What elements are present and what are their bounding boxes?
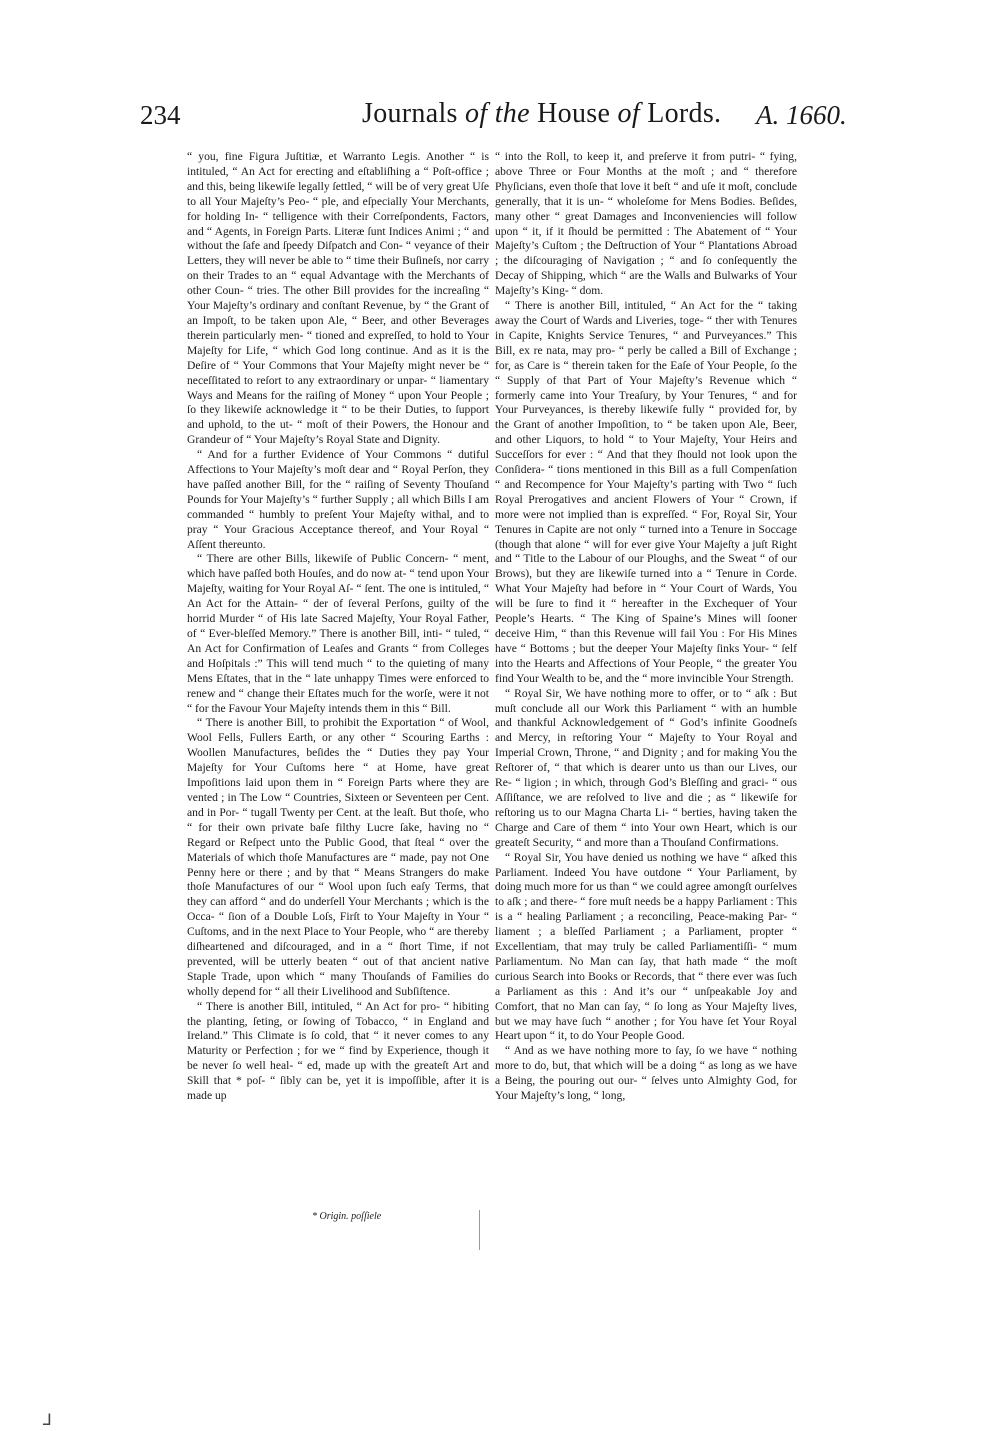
running-head bbox=[362, 98, 721, 130]
title-lords: Lords. bbox=[647, 98, 722, 129]
left-paragraph-2: “ And for a further Evidence of Your Commons “ dutiful Affections to Your Majeſty’s moſt dear and “ Royal Perſon, they have paſſed another Bill, for the “ raiſing of Seventy Thouſand Pounds for Your Majeſty’s “ further Supply ; all which Bills I am commanded “ humbly to preſent Your Majeſty withal, and to pray “ Your Gracious Acceptance thereof, and Your Royal “ Aſſent thereunto. bbox=[187, 448, 489, 551]
title-of-the: of the bbox=[465, 98, 530, 129]
title-house: House bbox=[537, 98, 611, 129]
left-paragraph-1: “ you, fine Figura Juſtitiæ, et Warranto Legis. Another “ is intituled, “ An Act for erecting and eſtabliſhing a “ Poſt-office ; and this, being likewiſe legally ſettled, “ will be of very great Uſe to all Your Majeſty’s Peo- “ ple, and eſpecially Your Merchants, for holding In- “ telligence with their Correſpondents, Factors, and “ Agents, in Foreign Parts. Literæ ſunt Indices Animi ; “ and without the ſafe and ſpeedy Diſpatch and Con- “ veyance of their Letters, they will never be able to “ time their Buſineſs, nor carry on their Trades to an “ equal Advantage with the Merchants of other Coun- “ tries. The other Bill provides for the increaſing “ Your Majeſty’s ordinary and conſtant Revenue, by “ the Grant of an Impoſt, to be taken upon Ale, “ Beer, and other Beverages therein particularly men- “ tioned and expreſſed, to hold to Your Majeſty for Life, “ which God long continue. And as it is the Deſire of “ Your Commons that Your Majeſty might never be “ neceſſitated to reſort to any extraordinary or unpar- “ liamentary Ways and Means for the raiſing of Money “ upon Your People ; ſo they likewiſe acknowledge it “ to be their Duties, to ſupport and uphold, to the ut- “ moſt of their Powers, the Honour and Grandeur of “ Your Majeſty’s Royal State and Dignity. bbox=[187, 150, 489, 447]
column-divider bbox=[479, 1210, 480, 1250]
left-paragraph-3: “ There are other Bills, likewiſe of Public Concern- “ ment, which have paſſed both Houſes, and do now at- “ tend upon Your Majeſty, waiting for Your Royal Aſ- “ ſent. The one is intituled, “ An Act for the Attain- “ der of ſeveral Perſons, guilty of the horrid Murder “ of His late Sacred Majeſty, Your Royal Father, of “ Ever-bleſſed Memory.” There is another Bill, inti- “ tuled, “ An Act for Confirmation of Leaſes and Grants “ from Colleges and Hoſpitals :” This will tend much “ to the quieting of many Mens Eſtates, that in the “ late unhappy Times were enforced to renew and “ change their Eſtates much for the worſe, were it not “ for the Favour Your Majeſty intends them in this “ Bill. bbox=[187, 552, 489, 715]
footnote: * Origin. poſſiele bbox=[312, 1211, 382, 1222]
margin-mark: ᒧ bbox=[42, 1412, 52, 1429]
left-paragraph-4: “ There is another Bill, to prohibit the Exportation “ of Wool, Wool Fells, Fullers Earth, or any other “ Scouring Earths : Woollen Manufactures, beſides the “ Duties they pay Your Majeſty for Your Cuſtoms here “ at Home, have great Impoſitions laid upon them in “ Foreign Parts where they are vented ; in The Low “ Countries, Sixteen or Seventeen per Cent. and in Por- “ tugall Twenty per Cent. at the leaſt. But thoſe, who “ for their own private baſe filthy Lucre ſake, having no “ Regard or Reſpect unto the Public Good, that ſteal “ over the Materials of which thoſe Manufactures are “ made, pay not One Penny here or there ; and by that “ Means Strangers do make thoſe Manufactures of our “ Wool upon ſuch eaſy Terms, that they can afford “ and do underſell Your Merchants ; which is the Occa- “ ſion of a Double Loſs, Firſt to Your Majeſty in Your “ Cuſtoms, and in the next Place to Your People, who “ are thereby diſheartened and diſcouraged, and in a “ ſhort Time, if not prevented, will be utterly beaten “ out of that ancient native Staple Trade, upon which “ many Thouſands of Families do wholly depend for “ all their Livelihood and Subſiſtence. bbox=[187, 716, 489, 998]
year-heading: A. 1660. bbox=[756, 100, 847, 130]
right-paragraph-2: “ There is another Bill, intituled, “ An Act for the “ taking away the Court of Wards and Liveries, toge- “ ther with Tenures in Capite, Knights Service Tenures, “ and Purveyances.” This Bill, ex re nata, may pro- “ perly be called a Bill of Exchange ; for, as Care is “ therein taken for the Eaſe of Your People, ſo the “ Supply of that Part of Your Majeſty’s Revenue which “ formerly came into Your Treaſury, by Your Tenures, “ and for Your Purveyances, is thereby likewiſe fully “ provided for, by the Grant of another Impoſition, to “ be taken upon Ale, Beer, and other Liquors, to hold “ to Your Majeſty, Your Heirs and Succeſſors for ever : “ And that they ſhould not look upon the Conſidera- “ tions mentioned in this Bill as a full Compenſation “ and Recompence for Your Majeſty’s parting with Two “ ſuch Royal Prerogatives and ancient Flowers of Your “ Crown, if more were not implied than is expreſſed. “ For, Royal Sir, Your Tenures in Capite are not only “ turned into a Tenure in Soccage (though that alone “ will for ever give Your Majeſty a juſt Right and “ Title to the Labour of our Ploughs, and the Sweat “ of our Brows), but they are likewiſe turned into a “ Tenure in Corde. What Your Majeſty had before in “ Your Court of Wards, You will be ſure to find it “ hereafter in the Exchequer of Your People’s Hearts. “ The King of Spaine’s Mines will ſooner deceive Him, “ than this Revenue will fail You : For His Mines have “ Bottoms ; but the deeper Your Majeſty ſinks Your- “ ſelf into the Hearts and Affections of Your People, “ the greater You find Your Wealth to be, and the “ more invincible Your Strength. bbox=[495, 299, 797, 685]
right-paragraph-5: “ And as we have nothing more to ſay, ſo we have “ nothing more to do, but, that which will be a doing “ as long as we have a Being, the pouring out our- “ ſelves unto Almighty God, for Your Majeſty’s long, “ long, bbox=[495, 1044, 797, 1103]
right-column bbox=[495, 150, 797, 1104]
left-paragraph-5: “ There is another Bill, intituled, “ An Act for pro- “ hibiting the planting, ſeting, or ſowing of Tobacco, “ in England and Ireland.” This Climate is ſo cold, that “ it never comes to any Maturity or Perfection ; for we “ find by Experience, though it be never ſo well heal- “ ed, made up with the greateſt Art and Skill that * poſ- “ ſibly can be, yet it is impoſſible, after it is made up bbox=[187, 999, 489, 1103]
right-paragraph-3: “ Royal Sir, We have nothing more to offer, or to “ aſk : But muſt conclude all our Work this Parliament “ with an humble and thankful Acknowledgement of “ God’s infinite Goodneſs and Mercy, in reſtoring Your “ Majeſty to Your Royal and Imperial Crown, Throne, “ and Dignity ; and for making You the Reſtorer of, “ that which is dearer unto us than our Lives, our Re- “ ligion ; in which, through God’s Bleſſing and graci- “ ous Aſſiſtance, we are reſolved to live and die ; as “ likewiſe for reſtoring us to our Magna Charta Li- “ berties, having taken the Charge and Care of them “ into Your own Heart, which is our greateſt Security, “ and more than a Thouſand Confirmations. bbox=[495, 686, 797, 849]
page-number: 234 bbox=[140, 100, 181, 130]
right-paragraph-4: “ Royal Sir, You have denied us nothing we have “ aſked this Parliament. Indeed You have outdone “ Your Parliament, by doing much more for us than “ we could agree amongſt ourſelves to aſk ; and there- “ fore muſt needs be a happy Parliament : This is a “ healing Parliament ; a reconciling, Peace-making Par- “ liament ; a bleſſed Parliament ; a Parliament, propter “ Excellentiam, that may truly be called Parliamentiſſi- “ mum Parliamentum. No Man can ſay, that hath made “ the moſt curious Search into Books or Records, that “ there ever was ſuch a Parliament as this : And it’s our “ unſpeakable Joy and Comfort, that no Man can ſay, “ ſo long as Your Majeſty lives, but we may have ſuch “ another ; for You have ſet Your Royal Heart upon “ it, to do Your People Good. bbox=[495, 850, 797, 1043]
left-column bbox=[187, 150, 489, 1104]
right-paragraph-1: “ into the Roll, to keep it, and preſerve it from putri- “ fying, above Three or Four Months at the moſt ; and “ therefore Phyſicians, even thoſe that love it beſt “ and uſe it moſt, conclude generally, that it is un- “ wholeſome for Mens Bodies. Beſides, many other “ great Damages and Inconveniencies will follow upon “ it, if it ſhould be permitted : The Abatement of “ Your Majeſty’s Cuſtom ; the Deſtruction of Your “ Plantations Abroad ; the diſcouraging of Navigation ; “ and ſo conſequently the Decay of Shipping, which “ are the Walls and Bulwarks of Your Majeſty’s King- “ dom. bbox=[495, 150, 797, 298]
title-journals: Journals bbox=[362, 98, 458, 129]
title-of: of bbox=[617, 98, 640, 129]
